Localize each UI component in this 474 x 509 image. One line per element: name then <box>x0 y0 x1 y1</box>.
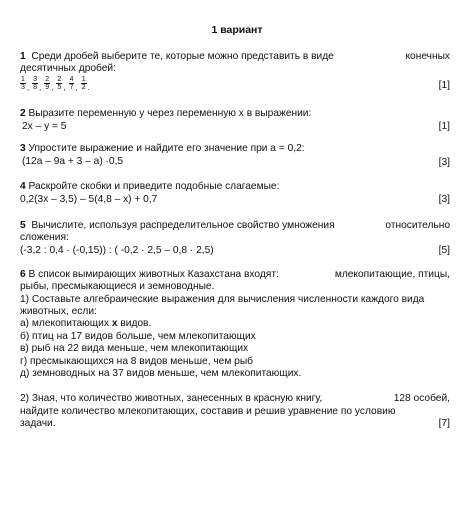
q4-line1 <box>20 181 450 193</box>
fraction: $\frac{3}{8}$ <box>33 76 38 91</box>
q3-expression: (12а – 9а + 3 – а) ·0,5 <box>22 156 124 167</box>
q6-item-g: г) пресмыкающихся на 8 видов меньше, чем рыб <box>20 356 253 367</box>
q1-fractions: $\frac{1}{3}$ , $\frac{3}{8}$ , $\frac{2}{9}$ , $\frac{2}{5}$ , $\frac{4}{7}$ , $\frac{1}{2}$ . <box>21 76 90 92</box>
q5-text-a: Вычислите, используя распределительное свойство умножения <box>31 220 335 231</box>
q1-text-a: Среди дробей выберите те, которые можно представить в виде <box>31 51 334 62</box>
q6-line2: рыбы, пресмыкающиеся и земноводные. <box>20 281 215 292</box>
q3-line1 <box>20 143 450 155</box>
q6-part2-line2: найдите количество млекопитающих, составив и решив уравнение по условию <box>20 406 396 417</box>
q5-number: 5 <box>20 220 26 231</box>
q1-number: 1 <box>20 51 26 62</box>
q4-number: 4 <box>20 181 26 192</box>
q6-part2-line3: задачи. <box>20 418 56 429</box>
q6-line4: животных, если: <box>20 306 97 317</box>
fraction: $\frac{1}{2}$ <box>81 76 86 91</box>
q6-line1 <box>20 269 450 281</box>
q6-item-a: а) млекопитающих х видов. <box>20 318 152 329</box>
q5-score: [5] <box>438 245 450 256</box>
q2-expression: 2х – у = 5 <box>22 121 67 132</box>
q2-text: Выразите переменную у через переменную х в выражении: <box>28 108 312 119</box>
q6-part2-line1 <box>20 393 450 405</box>
q2-line1 <box>20 108 450 120</box>
fraction: $\frac{2}{5}$ <box>57 76 62 91</box>
q6-item-b: б) птиц на 17 видов больше, чем млекопитающих <box>20 331 256 342</box>
q4-score: [3] <box>438 194 450 205</box>
q6-part2-text-b: 128 особей, <box>393 393 450 404</box>
q3-score: [3] <box>438 157 450 168</box>
q6-item-v: в) рыб на 22 вида меньше, чем млекопитающих <box>20 343 249 354</box>
q3-number: 3 <box>20 143 26 154</box>
q6-text-a: В список вымирающих животных Казахстана входят: <box>28 269 279 280</box>
q2-score: [1] <box>438 121 450 132</box>
q6-number: 6 <box>20 269 26 280</box>
q6-line3: 1) Составьте алгебраические выражения для вычисления численности каждого вида <box>20 294 425 305</box>
fraction: $\frac{4}{7}$ <box>69 76 74 91</box>
page-title: 1 вариант <box>211 24 263 36</box>
q2-number: 2 <box>20 108 26 119</box>
q1-score: [1] <box>438 80 450 91</box>
variable-x: х <box>111 318 118 329</box>
q3-text: Упростите выражение и найдите его значение при а = 0,2: <box>28 143 305 154</box>
q5-line1 <box>20 220 450 232</box>
fraction: $\frac{2}{9}$ <box>45 76 50 91</box>
q4-text: Раскройте скобки и приведите подобные слагаемые: <box>28 181 280 192</box>
q4-expression: 0,2(3х – 3,5) – 5(4,8 – х) + 0,7 <box>20 194 158 205</box>
q5-text-b: относительно <box>385 220 450 231</box>
q5-expression: (-3,2 : 0,4 · (-0,15)) : ( -0,2 · 2,5 – 0,8 · 2,5) <box>20 245 214 256</box>
q6-text-b: млекопитающие, птицы, <box>334 269 450 280</box>
fraction: $\frac{1}{3}$ <box>21 76 25 91</box>
q6-item-d: д) земноводных на 37 видов меньше, чем млекопитающих. <box>20 368 302 379</box>
q6-score: [7] <box>438 418 450 429</box>
q6-part2-text-a: 2) Зная, что количество животных, занесенных в красную книгу, <box>20 393 323 404</box>
q1-text-b: конечных <box>405 51 450 62</box>
q5-line2: сложения: <box>20 232 69 243</box>
q1-line2: десятичных дробей: <box>20 63 116 74</box>
q1-line1 <box>20 51 450 63</box>
